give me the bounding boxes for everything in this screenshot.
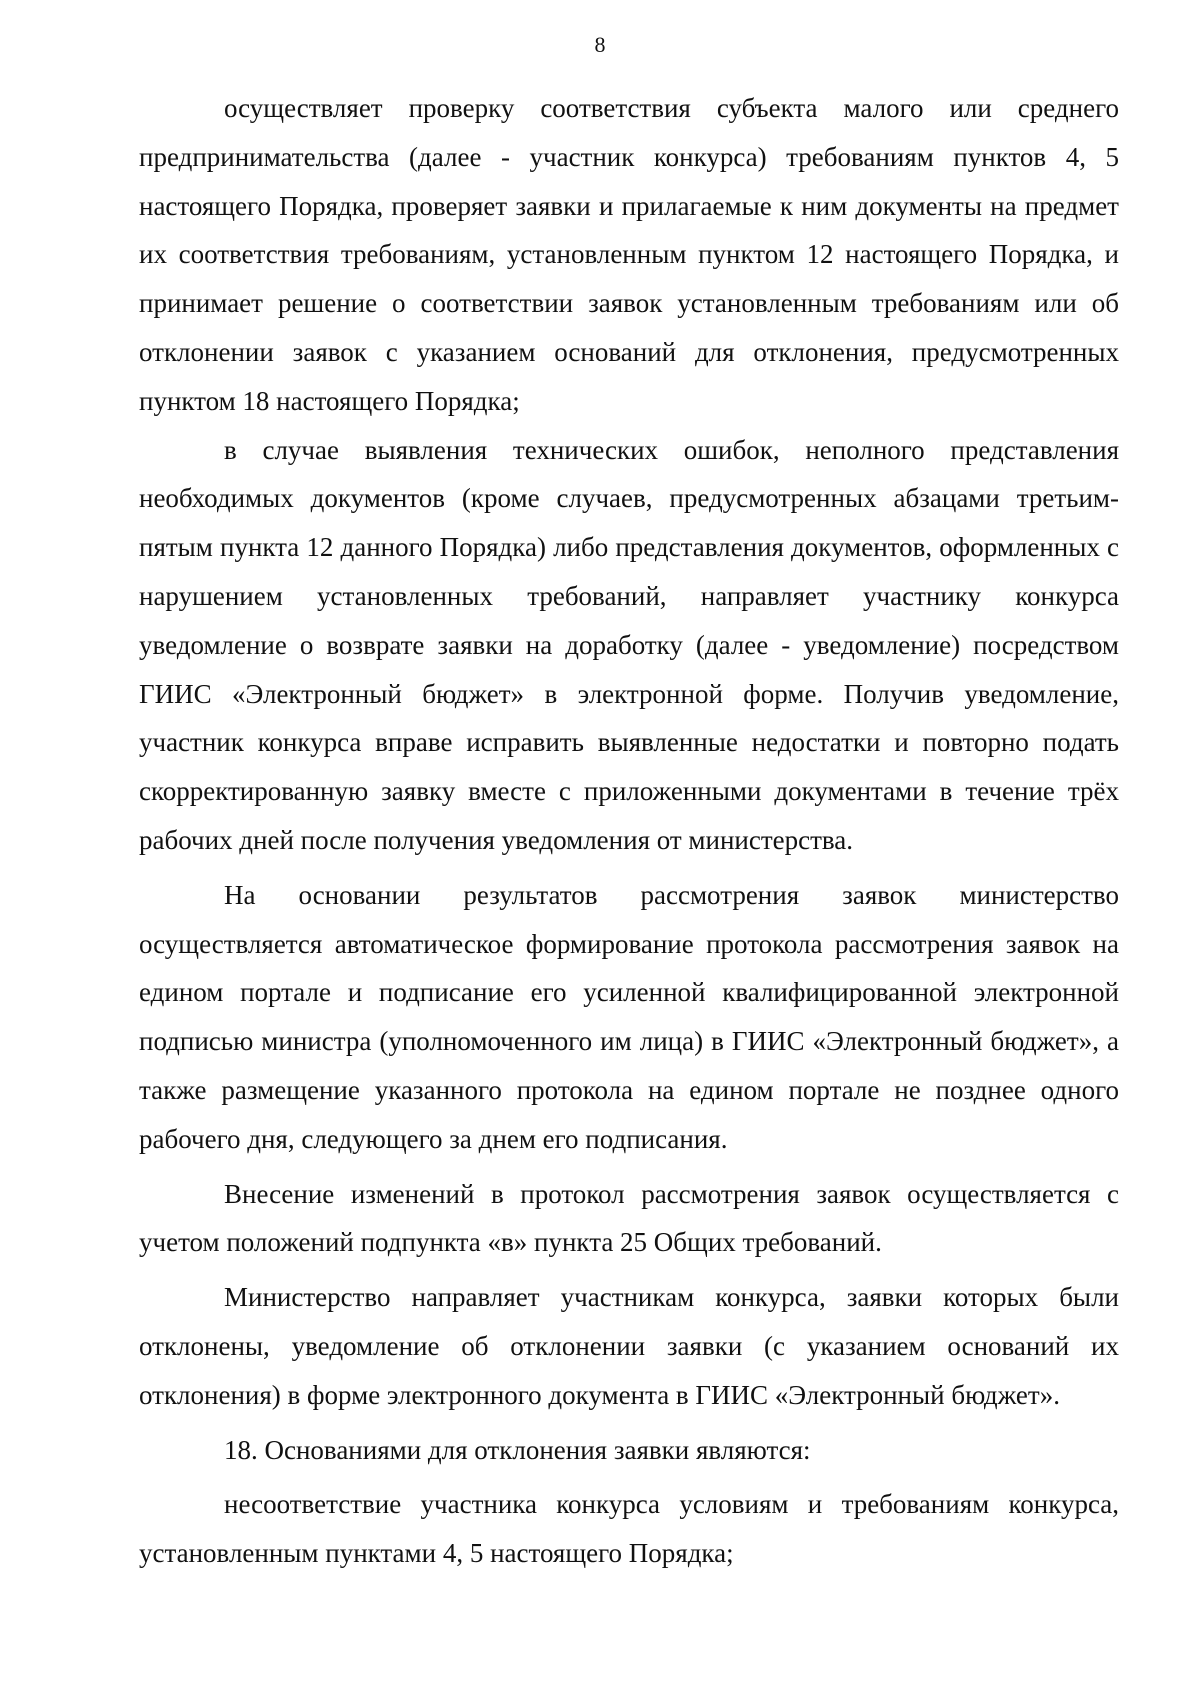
paragraph-rejection-ground-item: несоответствие участника конкурса условиям и требованиям конкурса, установленным пунктами 4, 5 настоящего Порядка; <box>139 1489 1119 1569</box>
document-body <box>139 84 1119 1578</box>
paragraph-protocol-formation: На основании результатов рассмотрения заявок министерство осуществляется автоматическое формирование протокола рассмотрения заявок на едином портале и подписание его усиленной квалифицированной электронной подписью министра (уполномоченного им лица) в ГИИС «Электронный бюджет», а также размещение указанного протокола на едином портале не позднее одного рабочего дня, следующего за днем его подписания. <box>139 879 1119 1154</box>
paragraph-review-check: осуществляет проверку соответствия субъекта малого или среднего предпринимательства (далее - участник конкурса) требованиям пунктов 4, 5 настоящего Порядка, проверяет заявки и прилагаемые к ним документы на предмет их соответствия требованиям, установленным пунктом 12 настоящего Порядка, и принимает решение о соответствии заявок установленным требованиям или об отклонении заявок с указанием оснований для отклонения, предусмотренных пунктом 18 настоящего Порядка; <box>139 93 1119 416</box>
paragraph-protocol-amendment: Внесение изменений в протокол рассмотрения заявок осуществляется с учетом положений подпункта «в» пункта 25 Общих требований. <box>139 1178 1119 1258</box>
paragraph-rejection-grounds-heading: 18. Основаниями для отклонения заявки являются: <box>224 1434 811 1465</box>
paragraph-rejection-notice: Министерство направляет участникам конкурса, заявки которых были отклонены, уведомление об отклонении заявки (с указанием оснований их отклонения) в форме электронного документа в ГИИС «Электронный бюджет». <box>139 1282 1119 1410</box>
page-number: 8 <box>594 32 606 57</box>
paragraph-return-for-revision: в случае выявления технических ошибок, неполного представления необходимых документов (кроме случаев, предусмотренных абзацами третьим-пятым пункта 12 данного Порядка) либо представления документов, оформленных с нарушением установленных требований, направляет участнику конкурса уведомление о возврате заявки на доработку (далее - уведомление) посредством ГИИС «Электронный бюджет» в электронной форме. Получив уведомление, участник конкурса вправе исправить выявленные недостатки и повторно подать скорректированную заявку вместе с приложенными документами в течение трёх рабочих дней после получения уведомления от министерства. <box>139 434 1119 855</box>
